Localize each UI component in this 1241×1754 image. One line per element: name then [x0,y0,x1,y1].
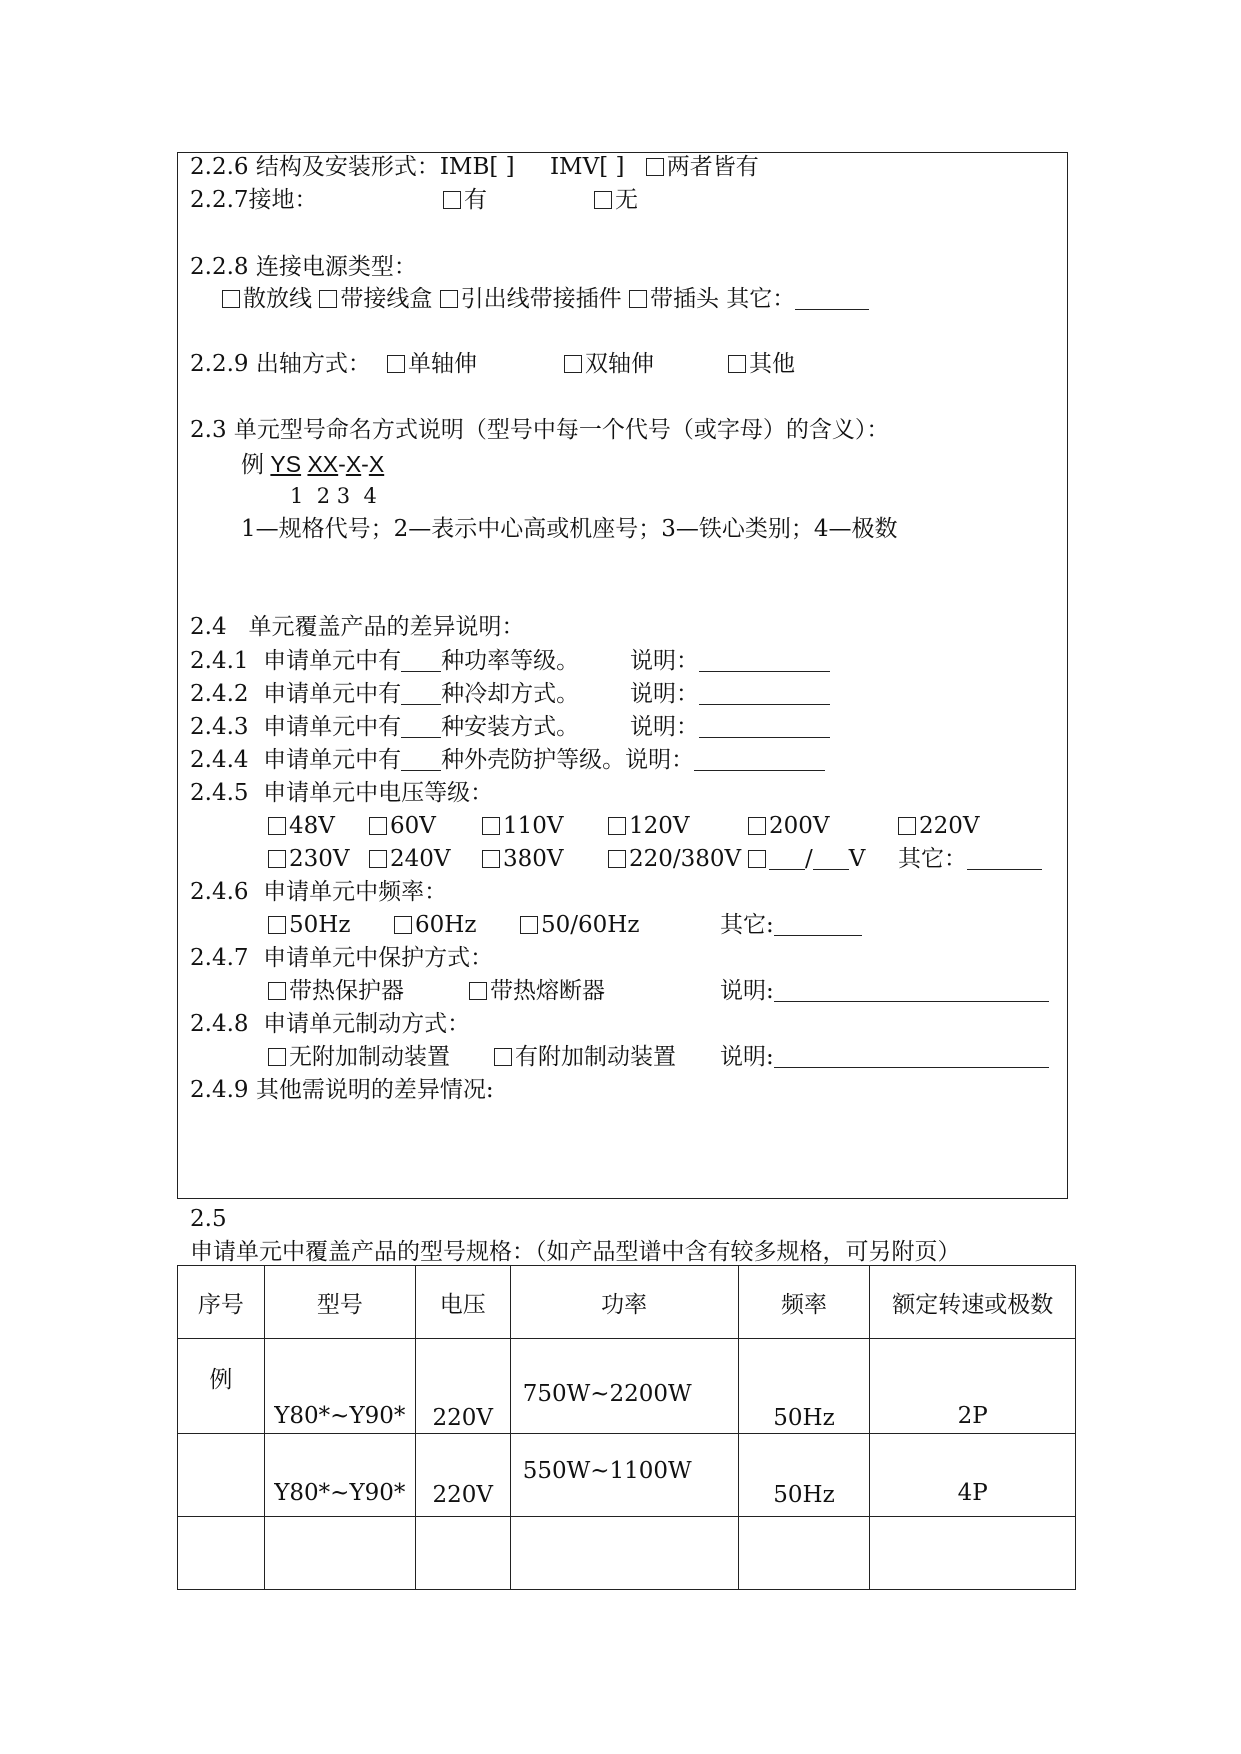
section-2-2-8-label: 2.2.8 连接电源类型： [190,254,417,280]
plug-checkbox[interactable] [629,290,647,308]
table-row [178,1517,1076,1590]
thermal-protector-label: 带热保护器 [289,978,404,1004]
section-2-2-6-label: 2.2.6 结构及安装形式： [190,154,440,180]
voltage-110v-label: 110V [503,813,564,839]
other-label: 其它： [726,286,796,312]
with-brake-label: 有附加制动装置 [515,1044,676,1070]
installation-count[interactable] [401,717,441,738]
single-shaft-label: 单轴伸 [408,351,477,377]
cell-frequency[interactable] [738,1517,870,1590]
junction-box-label: 带接线盒 [340,286,433,312]
freq-60hz-checkbox[interactable] [394,916,412,934]
section-2-2-6 [190,152,759,182]
voltage-slash: / [805,846,813,872]
num-2-4-5: 2.4.5 [190,780,249,806]
voltage-60v-label: 60V [390,813,436,839]
voltage-custom-blank-1[interactable] [769,849,805,870]
example-x1: X [345,451,362,477]
power-levels-count[interactable] [401,651,441,672]
voltage-200v-checkbox[interactable] [748,817,766,835]
text-2-4-7: 申请单元中保护方式： [263,945,494,971]
protect-note-blank[interactable] [774,981,1049,1002]
freq-other [720,910,862,940]
voltage-380v-label: 380V [503,846,564,872]
freq-50-60hz [520,910,639,940]
voltage-230v-label: 230V [289,846,350,872]
num-2-4-1: 2.4.1 [190,648,249,674]
cell-speed-poles: 2P [870,1339,1076,1434]
brake-note [720,1042,1049,1072]
protect-note-label: 说明: [720,978,774,1004]
protect-fuse [469,976,605,1006]
section-2-3-label: 2.3 单元型号命名方式说明（型号中每一个代号（或字母）的含义）： [190,417,890,443]
cell-voltage[interactable] [415,1517,510,1590]
protect-note [720,976,1049,1006]
other-shaft-label: 其他 [749,351,795,377]
voltage-60v-checkbox[interactable] [369,817,387,835]
example-numbers: 1 2 3 4 [290,484,377,508]
voltage-220-380v-label: 220/380V [629,846,742,872]
note-label-2-4-1: 说明： [630,648,699,674]
pre-2-4-4: 申请单元中有 [263,747,402,773]
example-dash-2: - [361,451,369,477]
double-shaft-label: 双轴伸 [585,351,654,377]
pre-2-4-3: 申请单元中有 [263,714,402,740]
cell-frequency: 50Hz [738,1434,870,1517]
table-row [178,1339,1076,1434]
row-2-4-6 [190,877,447,907]
row-2-4-3 [190,712,579,742]
grounding-yes [443,185,487,215]
cell-speed-poles: 4P [870,1434,1076,1517]
cooling-count[interactable] [401,684,441,705]
header-speed-poles: 额定转速或极数 [870,1266,1076,1339]
voltage-220v-label: 220V [919,813,980,839]
voltage-48v-checkbox[interactable] [268,817,286,835]
loose-wire-label: 散放线 [243,286,312,312]
post-2-4-3: 种安装方式。 [441,714,580,740]
text-2-4-8: 申请单元制动方式： [263,1011,471,1037]
example-dash-1: - [338,451,346,477]
voltage-120v-label: 120V [629,813,690,839]
voltage-240v-checkbox[interactable] [369,850,387,868]
row-2-4-7 [190,943,493,973]
cell-speed-poles[interactable] [870,1517,1076,1590]
protect-thermal [268,976,404,1006]
voltage-380v-checkbox[interactable] [482,850,500,868]
note-2-4-3 [630,712,830,742]
power-connection-options [222,284,869,314]
both-label: 两者皆有 [666,154,759,180]
grounding-yes-label: 有 [464,187,487,213]
voltage-200v [748,811,830,841]
double-shaft-checkbox[interactable] [564,355,582,373]
freq-50-60hz-checkbox[interactable] [520,916,538,934]
voltage-240v-label: 240V [390,846,451,872]
grounding-yes-checkbox[interactable] [443,191,461,209]
header-power: 功率 [510,1266,738,1339]
no-brake-checkbox[interactable] [268,1048,286,1066]
row-2-4-8 [190,1009,470,1039]
example-ys: YS [270,451,302,477]
voltage-custom-blank-2[interactable] [813,849,849,870]
row-2-4-9: 2.4.9 其他需说明的差异情况: [190,1077,494,1103]
cell-model: Y80*~Y90* [264,1434,415,1517]
cell-voltage: 220V [415,1339,510,1434]
header-frequency: 频率 [738,1266,870,1339]
header-voltage: 电压 [415,1266,510,1339]
freq-60hz [394,910,476,940]
brake-with [494,1042,676,1072]
example-x2: X [368,451,385,477]
single-shaft-checkbox[interactable] [387,355,405,373]
text-2-4-5: 申请单元中电压等级： [263,780,494,806]
shaft-single [387,349,477,379]
lead-connector-checkbox[interactable] [440,290,458,308]
voltage-unit: V [848,846,866,872]
both-checkbox[interactable] [646,158,664,176]
voltage-380v [482,844,564,874]
row-2-4-1 [190,646,579,676]
voltage-custom [748,844,865,874]
section-2-5-label: 申请单元中覆盖产品的型号规格：（如产品型谱中含有较多规格，可另附页） [190,1239,961,1265]
cell-voltage: 220V [415,1434,510,1517]
note-label-2-4-2: 说明： [630,681,699,707]
post-2-4-1: 种功率等级。 [441,648,580,674]
row-2-4-2 [190,679,579,709]
section-2-2-7-label: 2.2.7接地： [190,187,318,213]
header-index: 序号 [178,1266,265,1339]
protection-grade-note[interactable] [694,750,825,771]
freq-50hz-label: 50Hz [289,912,351,938]
section-2-2-7 [190,185,318,215]
freq-60hz-label: 60Hz [415,912,477,938]
voltage-220v-checkbox[interactable] [898,817,916,835]
section-2-2-9-label: 2.2.9 出轴方式： [190,351,371,377]
freq-50hz [268,910,350,940]
section-2-5-num: 2.5 [190,1206,227,1232]
table-header-row [178,1266,1076,1339]
voltage-230v [268,844,350,874]
text-2-4-6: 申请单元中频率： [263,879,448,905]
junction-box-checkbox[interactable] [319,290,337,308]
cell-index [178,1434,265,1517]
row-2-4-5 [190,778,493,808]
note-label-2-4-3: 说明： [630,714,699,740]
thermal-protector-checkbox[interactable] [268,982,286,1000]
voltage-200v-label: 200V [769,813,830,839]
cooling-note[interactable] [699,684,830,705]
model-meaning: 1—规格代号；2—表示中心高或机座号；3—铁心类别；4—极数 [241,516,898,542]
voltage-220-380v [608,844,741,874]
voltage-120v-checkbox[interactable] [608,817,626,835]
post-2-4-4: 种外壳防护等级。说明： [441,747,695,773]
brake-none [268,1042,450,1072]
voltage-60v [369,811,436,841]
thermal-fuse-checkbox[interactable] [469,982,487,1000]
num-2-4-8: 2.4.8 [190,1011,249,1037]
protection-grade-count[interactable] [401,750,441,771]
grounding-no-label: 无 [615,187,638,213]
freq-other-blank[interactable] [774,915,862,936]
cell-index[interactable] [178,1517,265,1590]
header-model: 型号 [264,1266,415,1339]
shaft-other [728,349,795,379]
cell-power: 750W~2200W [510,1339,738,1434]
note-2-4-1 [630,646,830,676]
grounding-no-checkbox[interactable] [594,191,612,209]
freq-50-60hz-label: 50/60Hz [541,912,640,938]
thermal-fuse-label: 带热熔断器 [490,978,605,1004]
voltage-110v-checkbox[interactable] [482,817,500,835]
voltage-120v [608,811,690,841]
other-blank[interactable] [795,289,869,310]
with-brake-checkbox[interactable] [494,1048,512,1066]
note-2-4-2 [630,679,830,709]
voltage-other-blank[interactable] [967,849,1042,870]
imb-option[interactable]: IMB[ ] [439,154,515,180]
num-2-4-6: 2.4.6 [190,879,249,905]
pre-2-4-1: 申请单元中有 [263,648,402,674]
num-2-4-7: 2.4.7 [190,945,249,971]
freq-other-label: 其它: [720,912,774,938]
example-prefix: 例 [241,452,264,478]
voltage-other-label: 其它： [898,846,967,872]
brake-note-blank[interactable] [774,1047,1049,1068]
grounding-no [594,185,638,215]
voltage-other [898,844,1042,874]
num-2-4-4: 2.4.4 [190,747,249,773]
table-row [178,1434,1076,1517]
freq-50hz-checkbox[interactable] [268,916,286,934]
cell-model: Y80*~Y90* [264,1339,415,1434]
no-brake-label: 无附加制动装置 [289,1044,450,1070]
cell-power[interactable] [510,1517,738,1590]
lead-connector-label: 引出线带接插件 [460,286,622,312]
brake-note-label: 说明: [720,1044,774,1070]
cell-index: 例 [178,1339,265,1434]
voltage-48v-label: 48V [289,813,335,839]
voltage-220-380v-checkbox[interactable] [608,850,626,868]
spec-table [177,1265,1076,1590]
plug-label: 带插头 [649,286,719,312]
example-xx: XX [307,451,339,477]
voltage-110v [482,811,564,841]
cell-model[interactable] [264,1517,415,1590]
installation-note[interactable] [699,717,830,738]
other-shaft-checkbox[interactable] [728,355,746,373]
loose-wire-checkbox[interactable] [222,290,240,308]
shaft-double [564,349,654,379]
imv-option[interactable]: IMV[ ] [549,154,625,180]
voltage-220v [898,811,980,841]
post-2-4-2: 种冷却方式。 [441,681,580,707]
voltage-240v [369,844,451,874]
cell-frequency: 50Hz [738,1339,870,1434]
voltage-custom-checkbox[interactable] [748,850,766,868]
pre-2-4-2: 申请单元中有 [263,681,402,707]
cell-power: 550W~1100W [510,1434,738,1517]
model-example [241,449,384,480]
num-2-4-3: 2.4.3 [190,714,249,740]
section-2-4-label: 2.4 单元覆盖产品的差异说明： [190,614,525,640]
row-2-4-4 [190,745,825,775]
voltage-230v-checkbox[interactable] [268,850,286,868]
voltage-48v [268,811,335,841]
num-2-4-2: 2.4.2 [190,681,249,707]
power-levels-note[interactable] [699,651,830,672]
